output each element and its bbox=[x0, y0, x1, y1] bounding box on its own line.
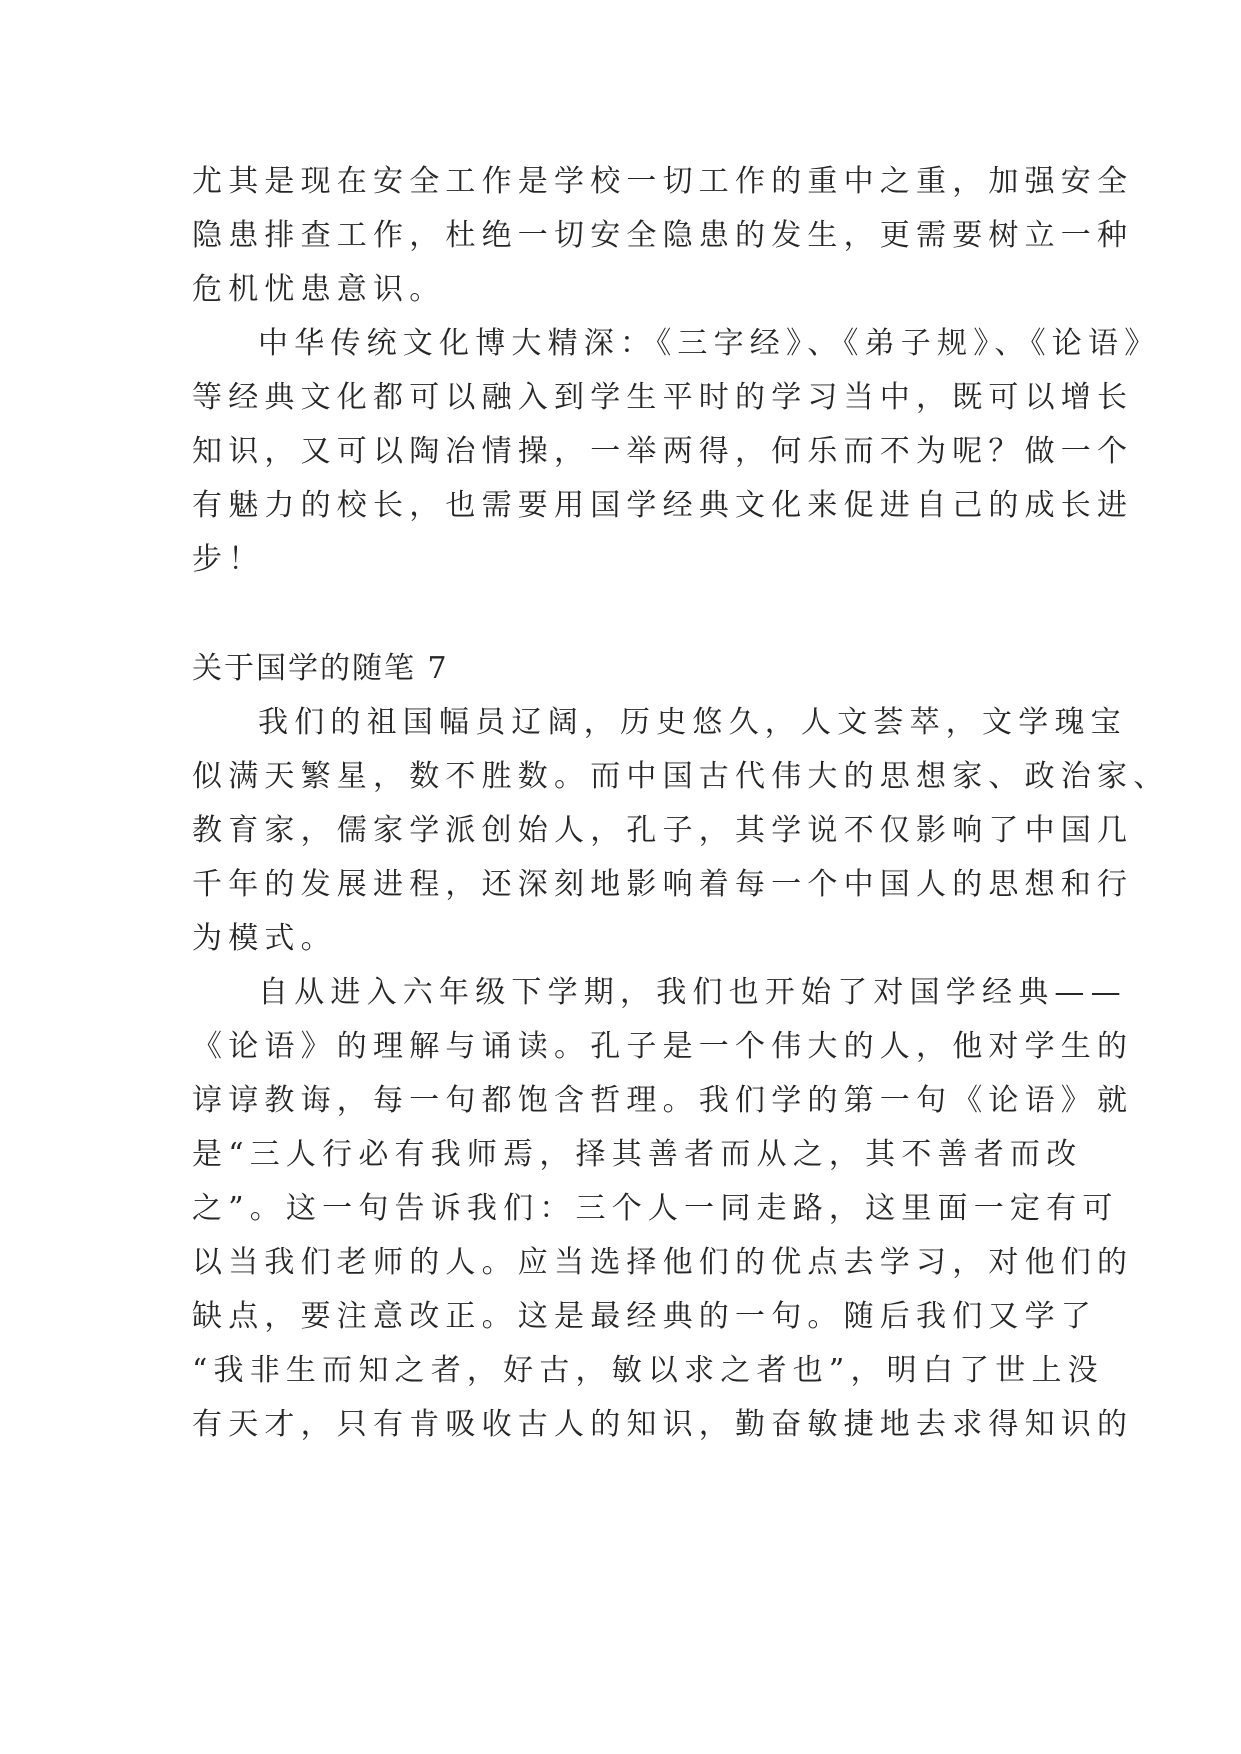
section-spacer bbox=[192, 587, 1052, 642]
text-line: 自从进入六年级下学期，我们也开始了对国学经典—— bbox=[258, 975, 1127, 1010]
text-line: 缺点，要注意改正。这是最经典的一句。随后我们又学了 bbox=[192, 1299, 1097, 1334]
paragraph-1 bbox=[192, 155, 1134, 317]
text-line: 有天才，只有肯吸收古人的知识，勤奋敏捷地去求得知识的 bbox=[192, 1407, 1134, 1442]
text-line: 之”。这一句告诉我们：三个人一同走路，这里面一定有可 bbox=[192, 1191, 1119, 1226]
text-line: 似满天繁星，数不胜数。而中国古代伟大的思想家、政治家、 bbox=[192, 759, 1170, 794]
text-line: 有魅力的校长，也需要用国学经典文化来促进自己的成长进 bbox=[192, 488, 1134, 523]
paragraph-4 bbox=[192, 966, 1134, 1452]
text-line: “我非生而知之者，好古，敏以求之者也”，明白了世上没 bbox=[192, 1353, 1104, 1388]
text-line: 知识，又可以陶冶情操，一举两得，何乐而不为呢？做一个 bbox=[192, 434, 1134, 469]
text-line: 隐患排查工作，杜绝一切安全隐患的发生，更需要树立一种 bbox=[192, 218, 1134, 253]
text-line: 《论语》的理解与诵读。孔子是一个伟大的人，他对学生的 bbox=[192, 1029, 1134, 1064]
text-line: 谆谆教诲，每一句都饱含哲理。我们学的第一句《论语》就 bbox=[192, 1083, 1134, 1118]
text-line: 等经典文化都可以融入到学生平时的学习当中，既可以增长 bbox=[192, 380, 1134, 415]
section-heading: 关于国学的随笔 7 bbox=[192, 651, 449, 686]
text-line: 教育家，儒家学派创始人，孔子，其学说不仅影响了中国几 bbox=[192, 813, 1134, 848]
text-line: 以当我们老师的人。应当选择他们的优点去学习，对他们的 bbox=[192, 1245, 1134, 1280]
text-line: 我们的祖国幅员辽阔，历史悠久，人文荟萃，文学瑰宝 bbox=[258, 705, 1127, 740]
text-line: 尤其是现在安全工作是学校一切工作的重中之重，加强安全 bbox=[192, 164, 1134, 199]
document-body bbox=[192, 155, 1170, 1452]
text-line: 为模式。 bbox=[192, 921, 337, 956]
text-line: 步！ bbox=[192, 542, 265, 577]
paragraph-3 bbox=[192, 696, 1170, 966]
text-line: 是“三人行必有我师焉，择其善者而从之，其不善者而改 bbox=[192, 1137, 1083, 1172]
paragraph-2 bbox=[192, 317, 1161, 587]
text-line: 千年的发展进程，还深刻地影响着每一个中国人的思想和行 bbox=[192, 867, 1134, 902]
text-line: 危机忧患意识。 bbox=[192, 272, 446, 307]
text-line: 中华传统文化博大精深：《三字经》、《弟子规》、《论语》 bbox=[258, 326, 1161, 361]
